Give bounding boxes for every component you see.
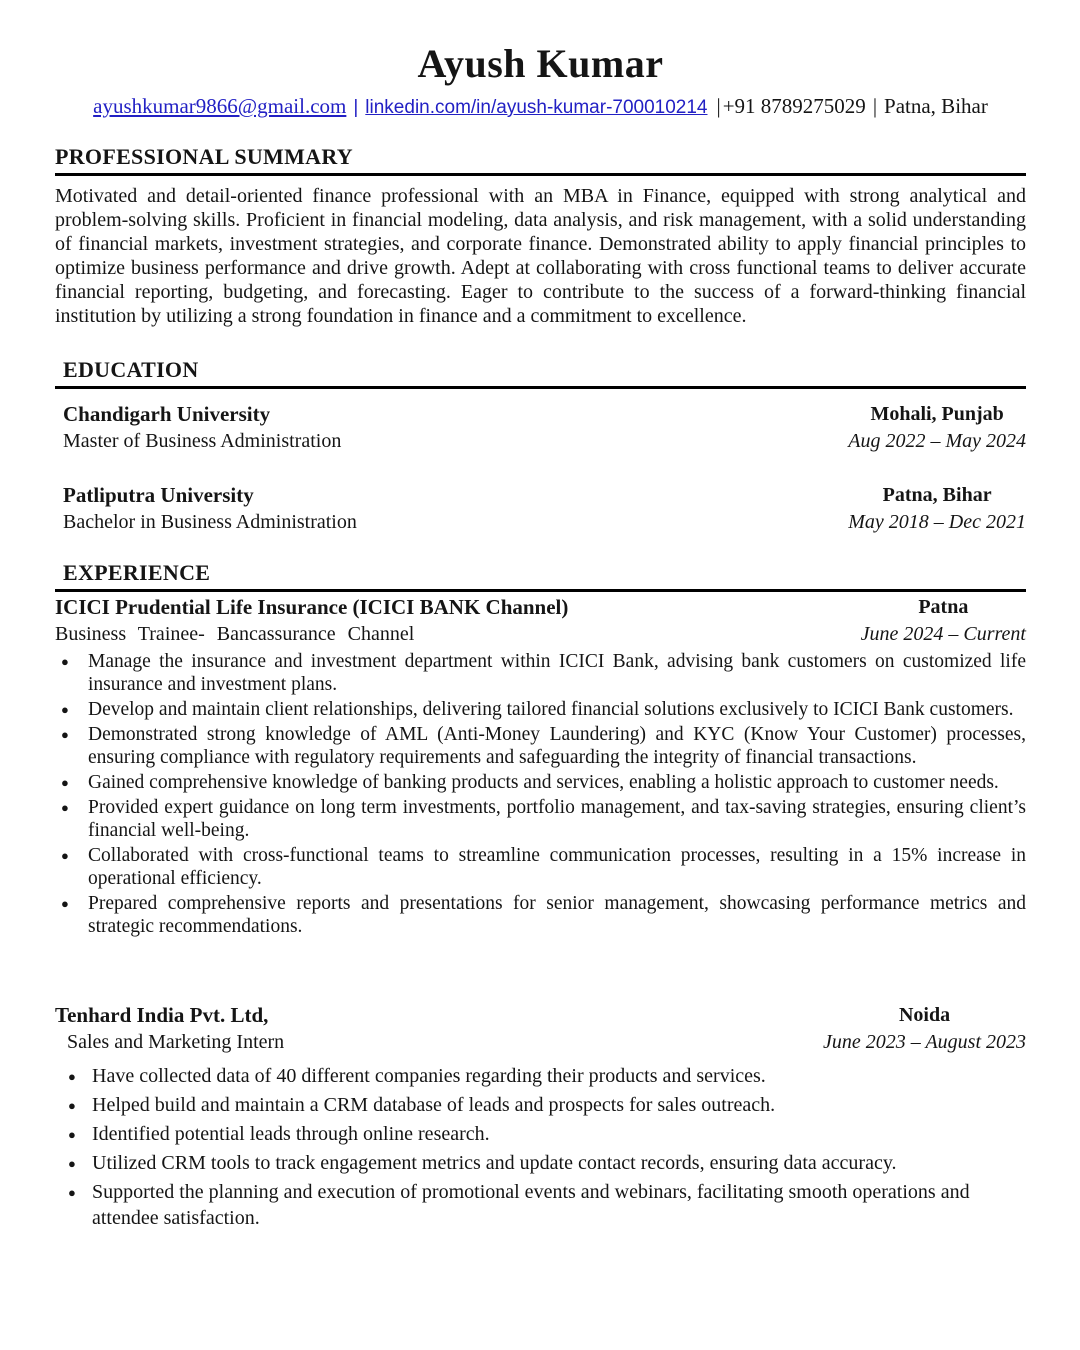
education-section <box>55 356 1026 535</box>
education-entry-left <box>63 401 341 454</box>
job-dates: June 2023 – August 2023 <box>823 1031 1026 1053</box>
contact-location: Patna, Bihar <box>884 94 988 118</box>
candidate-name: Ayush Kumar <box>417 41 664 86</box>
experience-bullet-list <box>55 650 1026 938</box>
experience-entry-left <box>55 594 568 647</box>
education-entry-left <box>63 482 357 535</box>
experience-bullet-list <box>55 1063 1026 1231</box>
school-name: Patliputra University <box>63 483 254 507</box>
job-title: Sales and Marketing Intern <box>67 1031 285 1053</box>
experience-bullet: ● Manage the insurance and investment department within ICICI Bank, advising bank customers on customized life insurance and investment plans. <box>55 650 1026 696</box>
email-link[interactable]: ayushkumar9866@gmail.com <box>93 94 347 118</box>
experience-bullet: ● Develop and maintain client relationships, delivering tailored financial solutions exclusively to ICICI Bank customers. <box>55 698 1026 721</box>
education-entry <box>55 482 1026 535</box>
experience-entry-header <box>55 594 1026 647</box>
job-location: Patna <box>918 596 969 618</box>
contact-separator: | <box>872 94 878 118</box>
experience-bullet: ● Identified potential leads through online research. <box>55 1121 1026 1147</box>
summary-heading: PROFESSIONAL SUMMARY <box>55 143 1026 176</box>
experience-entry-header <box>55 1002 1026 1055</box>
summary-section <box>55 143 1026 328</box>
experience-section <box>55 559 1026 1231</box>
experience-bullet: ● Prepared comprehensive reports and presentations for senior management, showcasing performance metrics and strategic recommendations. <box>55 892 1026 938</box>
experience-entry-right <box>823 1002 1026 1055</box>
experience-entry <box>55 1002 1026 1231</box>
experience-bullet: ● Utilized CRM tools to track engagement metrics and update contact records, ensuring data accuracy. <box>55 1150 1026 1176</box>
experience-entry <box>55 594 1026 938</box>
linkedin-link[interactable]: linkedin.com/in/ayush-kumar-700010214 <box>365 97 708 118</box>
education-dates: Aug 2022 – May 2024 <box>848 430 1026 452</box>
contact-separator: | <box>353 97 359 118</box>
job-title: Business Trainee- Bancassurance Channel <box>55 623 415 645</box>
education-entry-right <box>848 482 1026 535</box>
company-name: ICICI Prudential Life Insurance (ICICI BANK Channel) <box>55 595 569 619</box>
job-location: Noida <box>898 1004 951 1026</box>
school-location: Mohali, Punjab <box>870 403 1004 425</box>
experience-bullet: ● Have collected data of 40 different companies regarding their products and services. <box>55 1063 1026 1089</box>
experience-bullet: ● Helped build and maintain a CRM database of leads and prospects for sales outreach. <box>55 1092 1026 1118</box>
phone-number: +91 8789275029 <box>722 94 866 118</box>
experience-bullet: ● Supported the planning and execution of promotional events and webinars, facilitating smooth operations and attendee satisfaction. <box>55 1179 1026 1231</box>
company-name: Tenhard India Pvt. Ltd, <box>55 1003 269 1027</box>
job-dates: June 2024 – Current <box>860 623 1026 645</box>
experience-bullet: ● Collaborated with cross-functional teams to streamline communication processes, resulting in a 15% increase in operational efficiency. <box>55 844 1026 890</box>
education-heading: EDUCATION <box>55 356 1026 389</box>
education-entry <box>55 401 1026 454</box>
degree-name: Master of Business Administration <box>63 430 342 452</box>
experience-entry-right <box>861 594 1026 647</box>
experience-bullet: ● Demonstrated strong knowledge of AML (Anti-Money Laundering) and KYC (Know Your Customer) processes, ensuring compliance with regulatory requirements and safeguarding the integrity of financial transactions. <box>55 723 1026 769</box>
experience-bullet: ● Gained comprehensive knowledge of banking products and services, enabling a holistic approach to customer needs. <box>55 771 1026 794</box>
resume-header <box>55 40 1026 121</box>
contact-line <box>55 93 1026 121</box>
experience-heading: EXPERIENCE <box>55 559 1026 592</box>
education-entry-right <box>848 401 1026 454</box>
degree-name: Bachelor in Business Administration <box>63 511 357 533</box>
contact-separator: | <box>716 94 721 118</box>
school-name: Chandigarh University <box>63 402 271 426</box>
experience-bullet: ● Provided expert guidance on long term investments, portfolio management, and tax-saving strategies, ensuring client’s financial well-being. <box>55 796 1026 842</box>
experience-entry-left <box>55 1002 284 1055</box>
summary-text: Motivated and detail-oriented finance professional with an MBA in Finance, equipped with strong analytical and problem-solving skills. Proficient in financial modeling, data analysis, and risk management, with a solid understanding of financial markets, investment strategies, and corporate finance. Demonstrated ability to apply financial principles to optimize business performance and drive growth. Adept at collaborating with cross functional teams to deliver accurate financial reporting, budgeting, and forecasting. Eager to contribute to the success of a forward-thinking financial institution by utilizing a strong foundation in finance and a commitment to excellence. <box>55 185 1026 327</box>
education-dates: May 2018 – Dec 2021 <box>848 511 1026 533</box>
school-location: Patna, Bihar <box>882 484 992 506</box>
